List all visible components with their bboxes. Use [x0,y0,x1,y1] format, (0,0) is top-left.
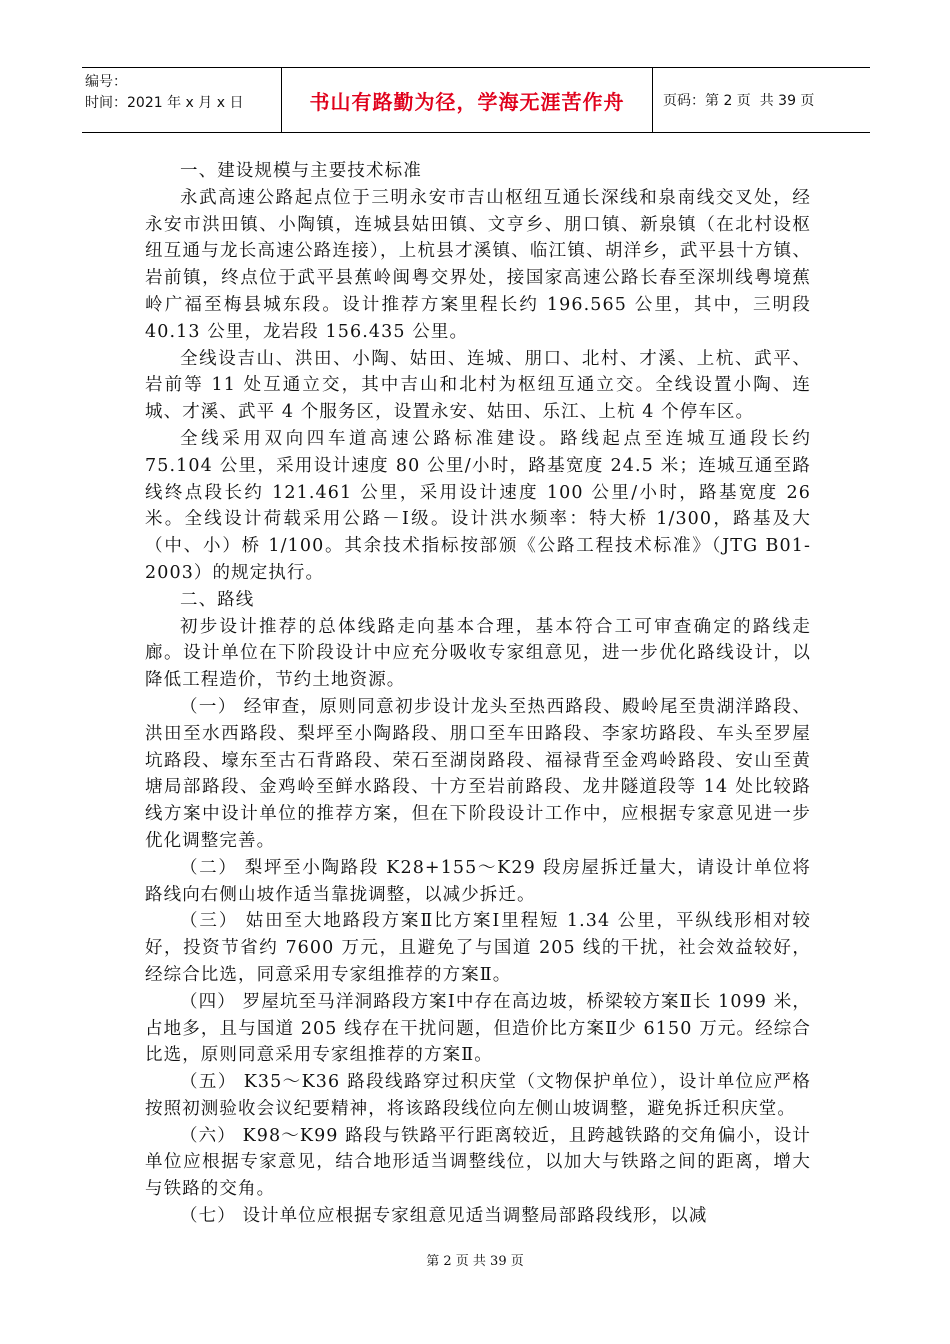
list-item-5: （五） K35～K36 路段线路穿过积庆堂（文物保护单位），设计单位应严格按照初测验收会议纪要精神，将该路段线位向左侧山坡调整，避免拆迁积庆堂。 [145,1072,811,1119]
body-paragraph: 初步设计推荐的总体线路走向基本合理，基本符合工可审查确定的路线走廊。设计单位在下阶段设计中应充分吸收专家组意见，进一步优化路线设计，以降低工程造价，节约土地资源。 [145,616,811,691]
header-meta [82,68,282,132]
document-body [145,158,811,1230]
document-date: 时间：2021 年 x 月 x 日 [85,95,244,111]
list-item-7: （七） 设计单位应根据专家组意见适当调整局部路段线形，以减 [180,1206,708,1227]
page-footer: 第 2 页 共 39 页 [426,1254,524,1269]
header-motto-cell [282,68,653,132]
document-number-label: 编号： [85,74,127,90]
body-paragraph: 全线采用双向四车道高速公路标准建设。路线起点至连城互通段长约 75.104 公里，采用设计速度 80 公里/小时，路基宽度 24.5 米；连城互通至路线终点段长约 121.461 公里，采用设计速度 100 公里/小时，路基宽度 26 米。全线设计荷载采用公路－Ⅰ级。设计洪水频率：特大桥 1/300，路基及大（中、小）桥 1/100。其余技术指标按部颁《公路工程技术标准》（JTG B01-2003）的规定执行。 [145,428,811,583]
list-item-6: （六） K98～K99 路段与铁路平行距离较近，且跨越铁路的交角偏小，设计单位应根据专家意见，结合地形适当调整线位，以加大与铁路之间的距离，增大与铁路的交角。 [145,1125,811,1200]
page-header [82,67,870,133]
body-paragraph: 全线设吉山、洪田、小陶、姑田、连城、朋口、北村、才溪、上杭、武平、岩前等 11 处互通立交，其中吉山和北村为枢纽互通立交。全线设置小陶、连城、才溪、武平 4 个服务区，设置永安、姑田、乐江、上杭 4 个停车区。 [145,348,811,423]
header-motto: 书山有路勤为径，学海无涯苦作舟 [309,89,625,114]
body-paragraph: 永武高速公路起点位于三明永安市吉山枢纽互通长深线和泉南线交叉处，经永安市洪田镇、小陶镇，连城县姑田镇、文亨乡、朋口镇、新泉镇（在北村设枢纽互通与龙长高速公路连接），上杭县才溪镇、临江镇、胡洋乡，武平县十方镇、岩前镇，终点位于武平县蕉岭闽粤交界处，接国家高速公路长春至深圳线粤境蕉岭广福至梅县城东段。设计推荐方案里程长约 196.565 公里，其中，三明段 40.13 公里，龙岩段 156.435 公里。 [145,187,811,342]
section-heading-route: 二、路线 [180,589,255,610]
list-item-4: （四） 罗屋坑至马洋洞路段方案Ⅰ中存在高边坡，桥梁较方案Ⅱ长 1099 米，占地多，且与国道 205 线存在干扰问题，但造价比方案Ⅱ少 6150 万元。经综合比选，原则同意采用专家组推荐的方案Ⅱ。 [145,991,811,1066]
list-item-1: （一） 经审查，原则同意初步设计龙头至热西路段、殿岭尾至贵湖洋路段、洪田至水西路段、梨坪至小陶路段、朋口至车田路段、李家坊路段、车头至罗屋坑路段、壕东至古石背路段、荣石至湖岗路段、福禄背至金鸡岭路段、安山至黄塘局部路段、金鸡岭至鲜水路段、十方至岩前路段、龙井隧道段等 14 处比较路线方案中设计单位的推荐方案，但在下阶段设计工作中，应根据专家意见进一步优化调整完善。 [145,696,811,851]
section-heading-scale: 一、建设规模与主要技术标准 [180,161,422,181]
list-item-2: （二） 梨坪至小陶路段 K28+155～K29 段房屋拆迁量大，请设计单位将路线向右侧山坡作适当靠拢调整，以减少拆迁。 [145,857,811,905]
list-item-3: （三） 姑田至大地路段方案Ⅱ比方案Ⅰ里程短 1.34 公里，平纵线形相对较好，投资节省约 7600 万元，且避免了与国道 205 线的干扰，社会效益较好，经综合比选，同意采用专家组推荐的方案Ⅱ。 [145,911,811,985]
header-page-info: 页码：第 2 页 共 39 页 [663,93,815,109]
